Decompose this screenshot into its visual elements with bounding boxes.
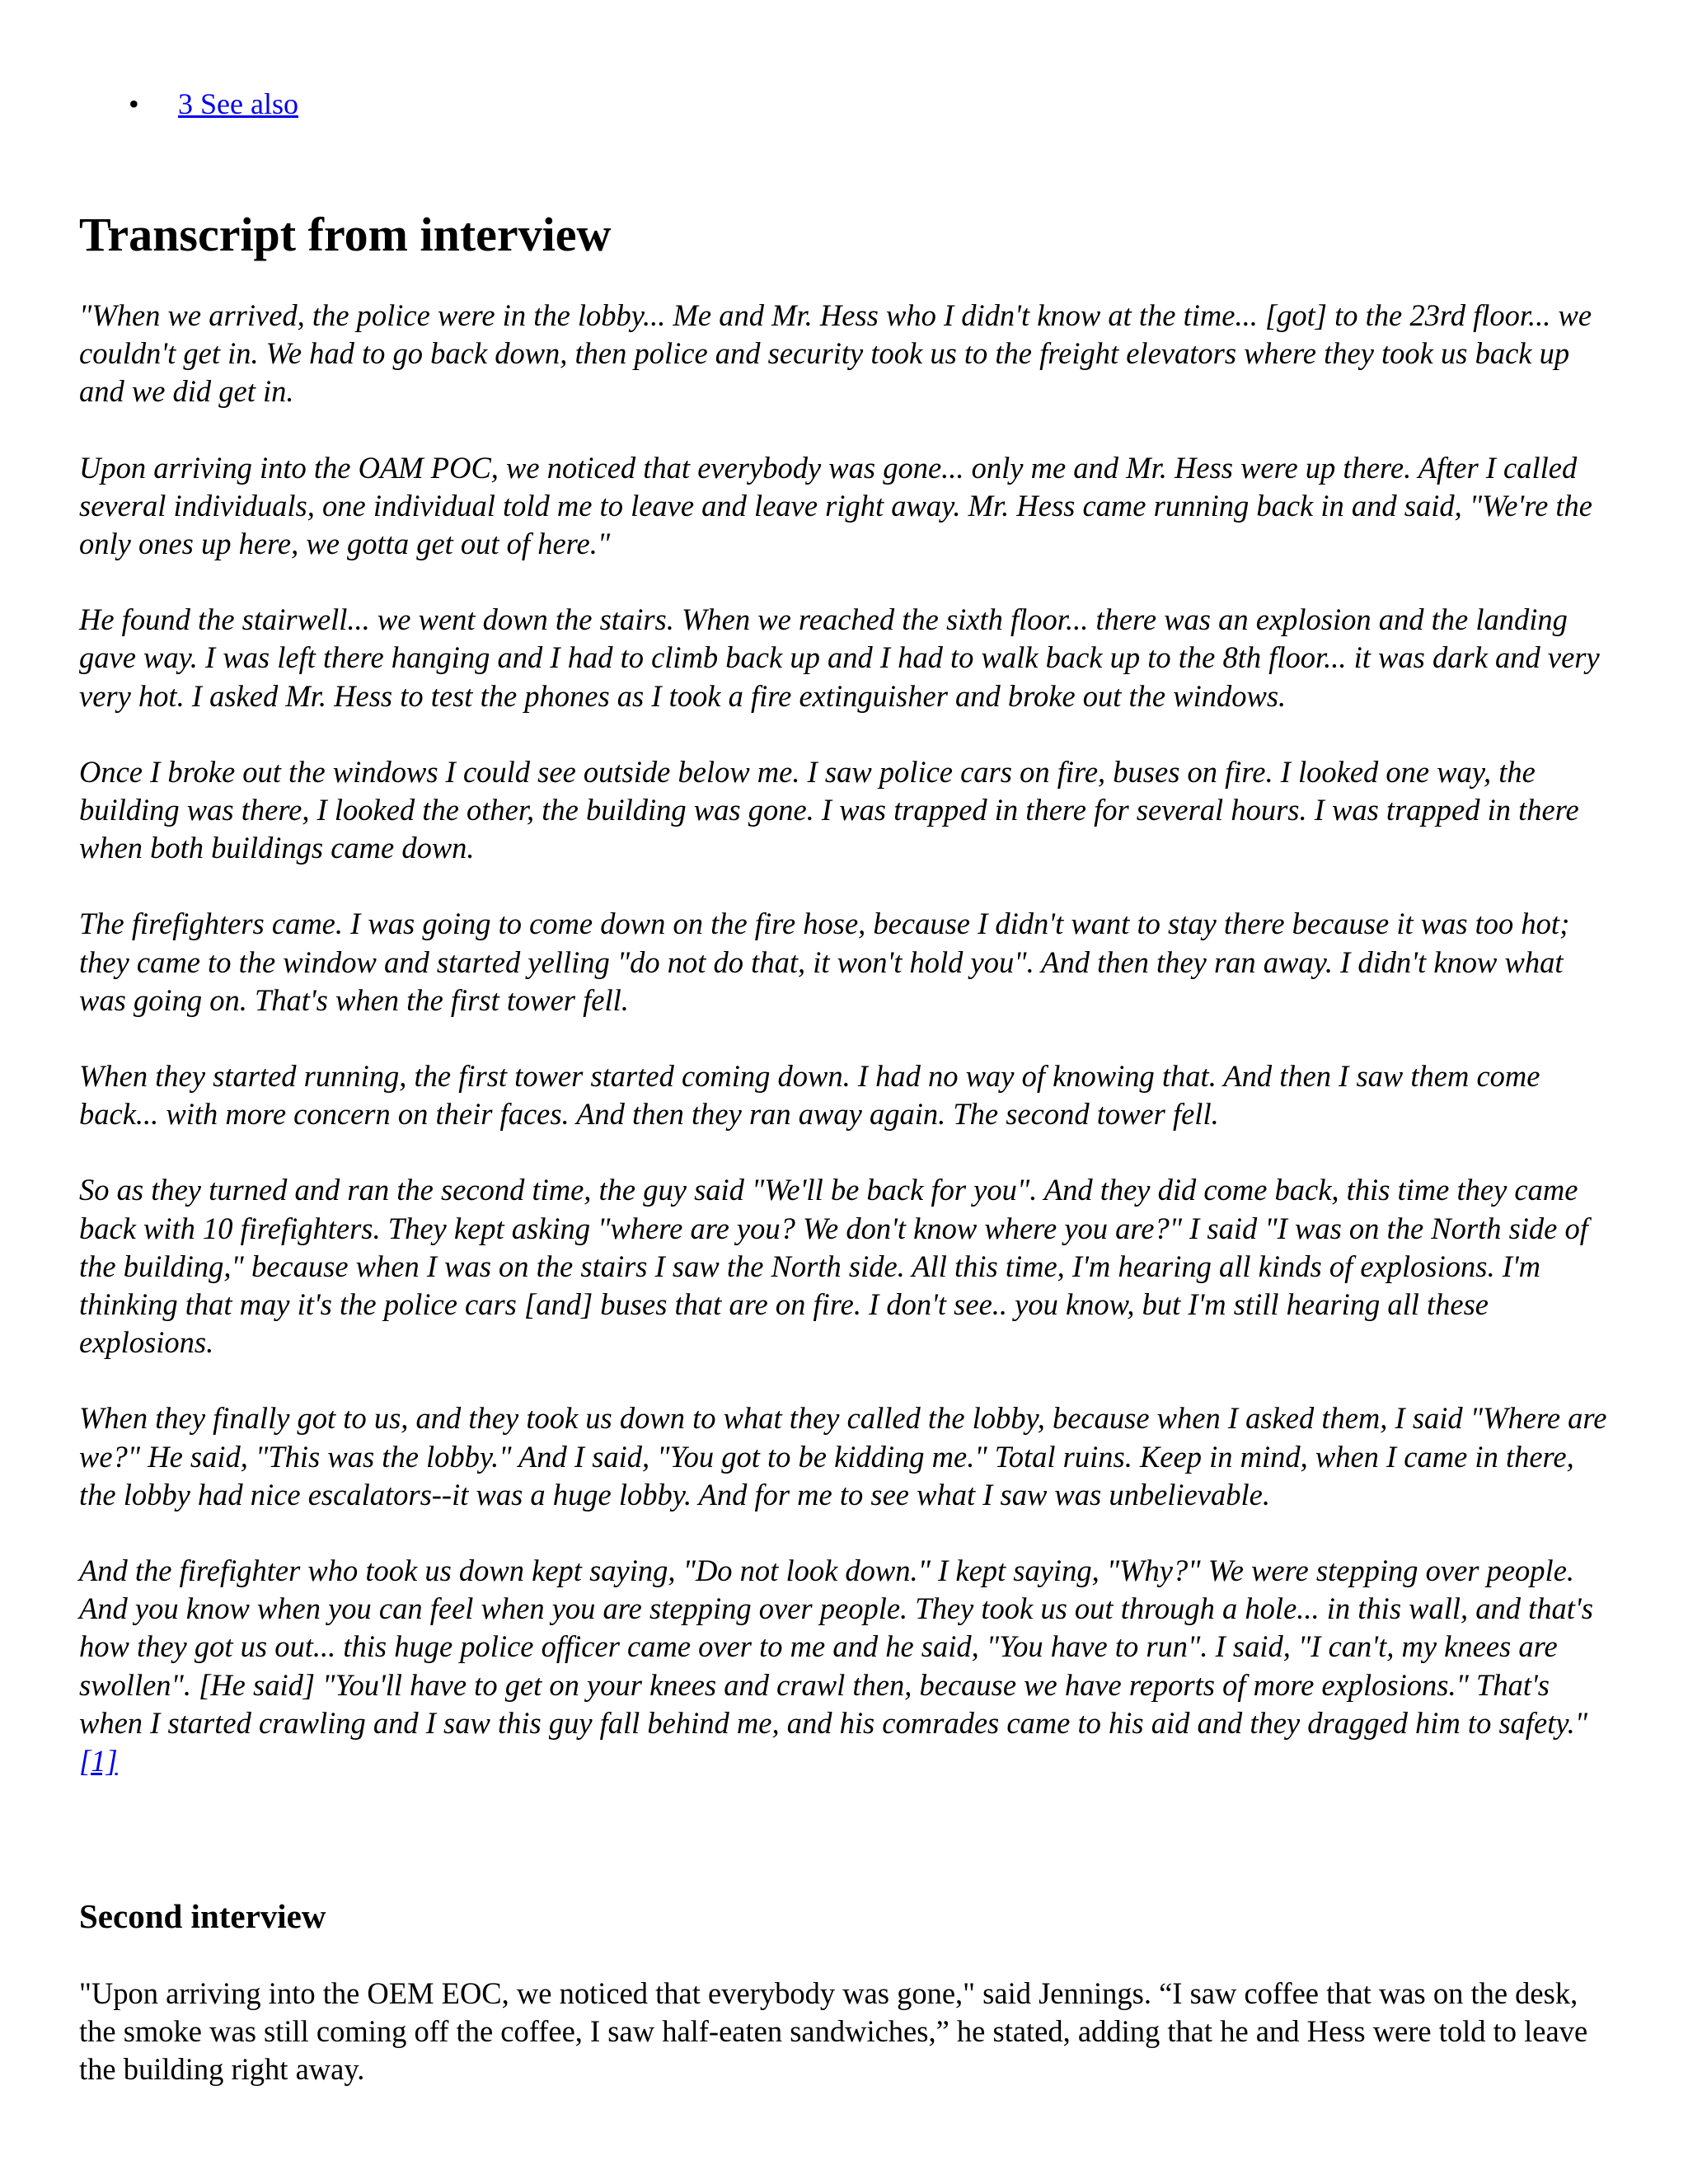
section-heading-transcript: Transcript from interview	[79, 208, 612, 261]
reference-link[interactable]: [1]	[79, 1744, 118, 1779]
second-interview-paragraph: "Upon arriving into the OEM EOC, we noticed that everybody was gone," said Jennings. “I saw coffee that was on the desk, the smoke was still coming off the coffee, I saw half-eaten sandwiches,” he stated, adding that he and Hess were told to leave the building right away.	[79, 1976, 1588, 2087]
transcript-paragraph: When they finally got to us, and they took us down to what they called the lobby, because when I asked them, I said "Where are we?" He said, "This was the lobby." And I said, "You got to be kidding me." Total ruins. Keep in mind, when I came in there, the lobby had nice escalators--it was a huge lobby. And for me to see what I saw was unbelievable.	[79, 1401, 1607, 1511]
transcript-paragraph: Upon arriving into the OAM POC, we noticed that everybody was gone... only me and Mr. Hess were up there. After I called several individuals, one individual told me to leave and leave right away. Mr. Hess came running back in and said, "We're the only ones up here, we gotta get out of here."	[79, 450, 1592, 561]
transcript-paragraph: "When we arrived, the police were in the lobby... Me and Mr. Hess who I didn't know at the time... [got] to the 23rd floor... we couldn't get in. We had to go back down, then police and security took us to the freight elevators where they took us back up and we did get in.	[79, 298, 1592, 409]
transcript-paragraph: So as they turned and ran the second time, the guy said "We'll be back for you". And they did come back, this time they came back with 10 firefighters. They kept asking "where are you? We don't know where you are?" I said "I was on the North side of the building," because when I was on the stairs I saw the North side. All this time, I'm hearing all kinds of explosions. I'm thinking that may it's the police cars [and] buses that are on fire. I don't see.. you know, but I'm still hearing all these explosions.	[79, 1173, 1588, 1360]
toc-item-see-also	[79, 82, 298, 125]
table-of-contents	[79, 82, 298, 125]
transcript-paragraph: Once I broke out the windows I could see outside below me. I saw police cars on fire, buses on fire. I looked one way, the building was there, I looked the other, the building was gone. I was trapped in there for several hours. I was trapped in there when both buildings came down.	[79, 754, 1579, 865]
transcript-paragraph: When they started running, the first tower started coming down. I had no way of knowing that. And then I saw them come back... with more concern on their faces. And then they ran away again. The second tower fell.	[79, 1059, 1540, 1132]
transcript-body	[79, 297, 1612, 1818]
transcript-paragraph: He found the stairwell... we went down the stairs. When we reached the sixth floor... there was an explosion and the landing gave way. I was left there hanging and I had to climb back up and I had to walk back up to the 8th floor... it was dark and very very hot. I asked Mr. Hess to test the phones as I took a fire extinguisher and broke out the windows.	[79, 602, 1600, 713]
transcript-paragraph: The firefighters came. I was going to come down on the fire hose, because I didn't want to stay there because it was too hot; they came to the window and started yelling "do not do that, it won't hold you". And then they ran away. I didn't know what was going on. That's when the first tower fell.	[79, 907, 1570, 1017]
last-paragraph-text: And the firefighter who took us down kept saying, "Do not look down." I kept saying, "Why?" We were stepping over people. And you know when you can feel when you are stepping over people. They took us out through a hole... in this wall, and that's how they got us out... this huge police officer came over to me and he said, "You have to run". I said, "I can't, my knees are swollen". [He said] "You'll have to get on your knees and crawl then, because we have reports of more explosions." That's when I started crawling and I saw this guy fall behind me, and his comrades came to his aid and they dragged him to safety."	[79, 1554, 1593, 1740]
transcript-paragraph-last	[79, 1552, 1612, 1780]
bullet-icon: •	[129, 87, 139, 120]
section-heading-second-interview: Second interview	[79, 1897, 326, 1935]
toc-link-see-also[interactable]: 3 See also	[178, 87, 298, 120]
